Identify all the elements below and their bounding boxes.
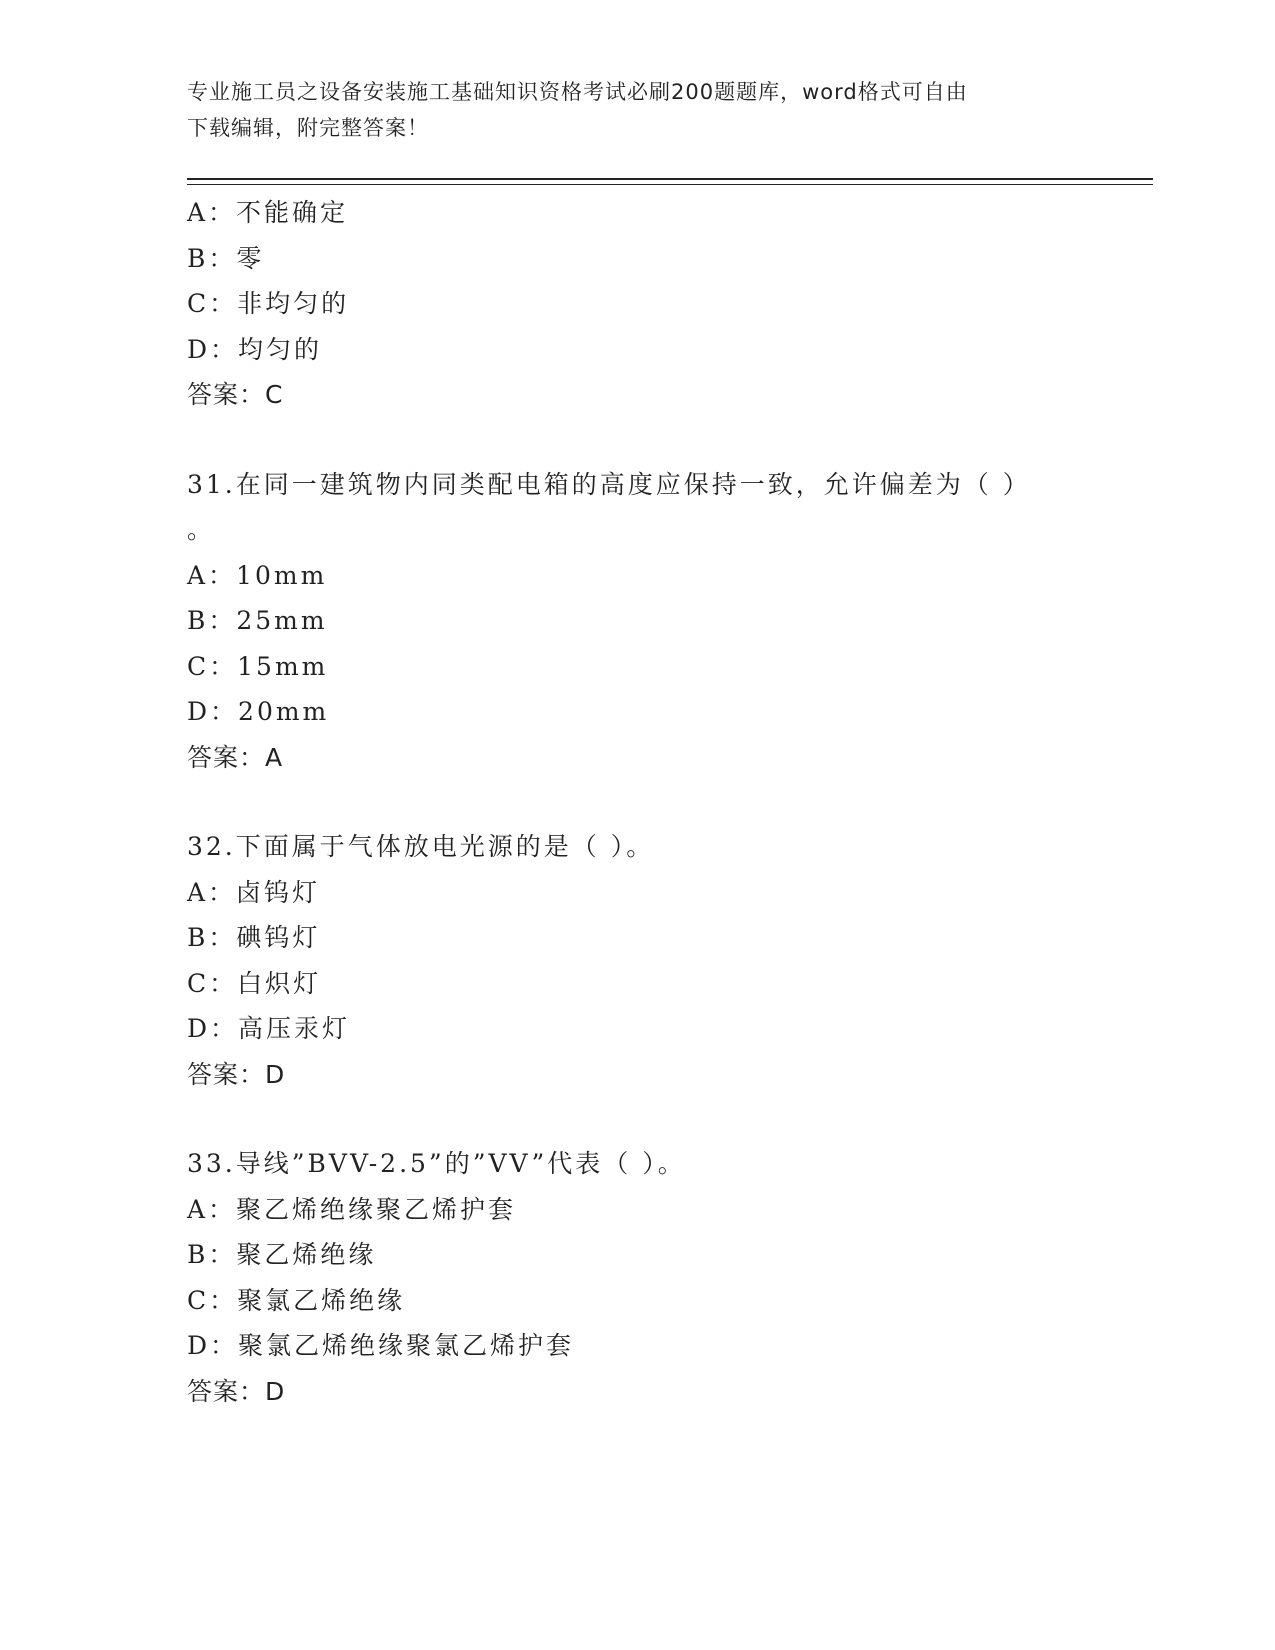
option-b: B：聚乙烯绝缘 (187, 1240, 377, 1269)
option-c: C：白炽灯 (187, 968, 322, 998)
answer-line: 答案：A (187, 742, 284, 772)
option-c: C：非均匀的 (187, 289, 350, 318)
option-d: D：均匀的 (187, 334, 323, 364)
document-header (187, 74, 1067, 146)
question-33 (187, 1141, 1087, 1414)
option-d: D：聚氯乙烯绝缘聚氯乙烯护套 (187, 1331, 575, 1360)
header-line-1: 专业施工员之设备安装施工基础知识资格考试必刷200题题库，word格式可自由 (187, 80, 968, 104)
question-list (187, 190, 1087, 1414)
header-divider-thin (187, 184, 1153, 185)
question-stem-continued: 。 (187, 515, 216, 544)
question-31 (187, 462, 1087, 781)
option-d: D：高压汞灯 (187, 1014, 351, 1043)
option-c: C：聚氯乙烯绝缘 (187, 1285, 406, 1315)
previous-question-tail (187, 190, 1087, 418)
question-stem: 33.导线”BVV-2.5”的”VV”代表（ ）。 (187, 1149, 686, 1178)
answer-line: 答案：D (187, 1059, 286, 1089)
question-stem: 32.下面属于气体放电光源的是（ ）。 (187, 832, 655, 861)
header-line-2: 下载编辑，附完整答案！ (187, 116, 429, 140)
option-c: C：15mm (187, 651, 329, 681)
header-divider-thick (187, 178, 1153, 180)
answer-line: 答案：C (187, 380, 284, 409)
question-32 (187, 824, 1087, 1097)
option-d: D：20mm (187, 697, 330, 726)
option-a: A：10mm (187, 560, 328, 590)
option-b: B：25mm (187, 606, 328, 635)
option-b: B：零 (187, 243, 265, 273)
answer-line: 答案：D (187, 1376, 286, 1406)
option-a: A：聚乙烯绝缘聚乙烯护套 (187, 1194, 517, 1224)
option-b: B：碘钨灯 (187, 923, 321, 952)
option-a: A：不能确定 (187, 198, 349, 227)
question-stem: 31.在同一建筑物内同类配电箱的高度应保持一致，允许偏差为（ ） (187, 469, 1031, 499)
option-a: A：卤钨灯 (187, 877, 321, 907)
